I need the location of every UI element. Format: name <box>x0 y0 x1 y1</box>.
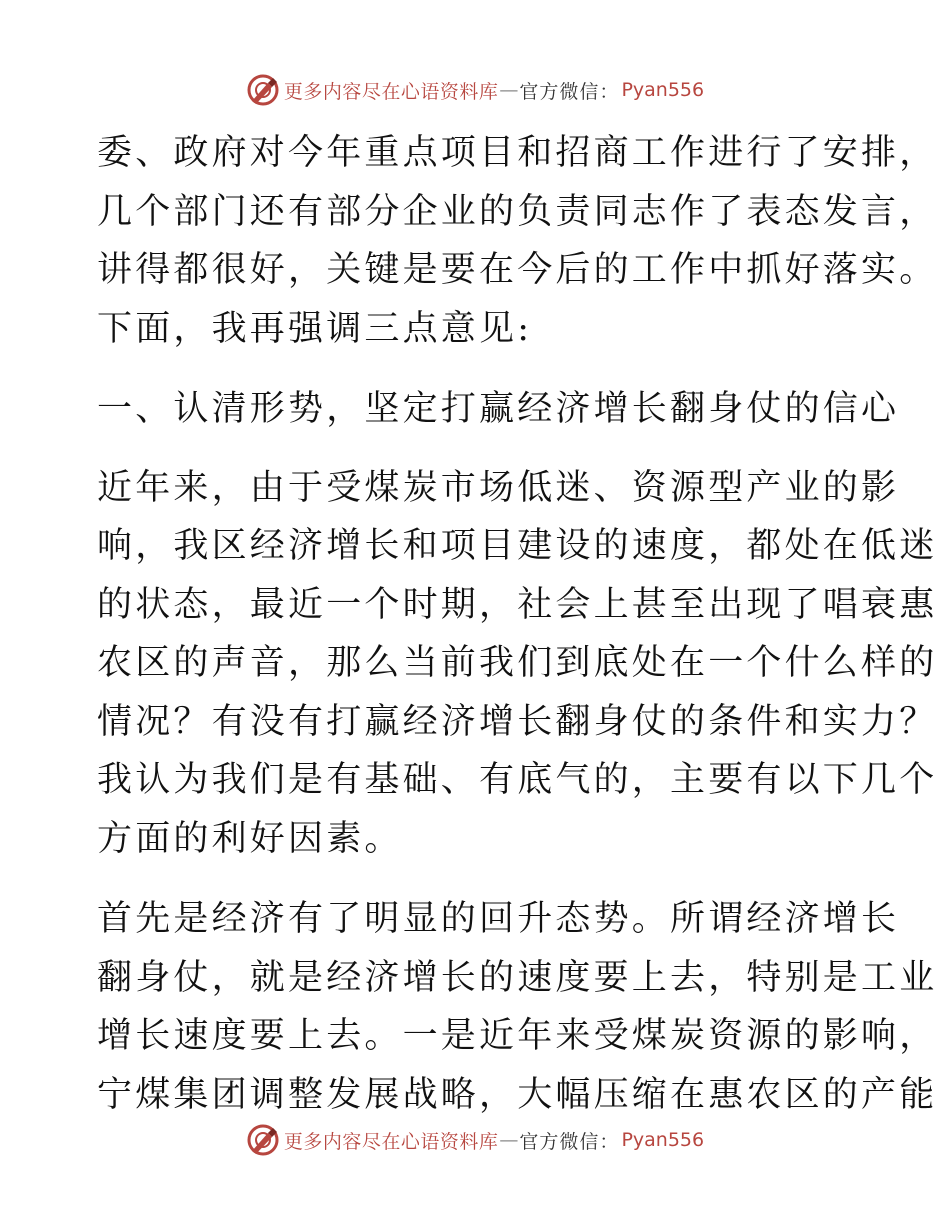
watermark-main-text: 更多内容尽在心语资料库 <box>283 1130 499 1153</box>
watermark-wechat-label: 官方微信： <box>519 1130 620 1153</box>
watermark-main-text: 更多内容尽在心语资料库 <box>283 80 499 103</box>
text-line: 情况？有没有打赢经济增长翻身仗的条件和实力？ <box>97 701 938 742</box>
text-line: 下面，我再强调三点意见: <box>97 308 533 349</box>
text-line: 农区的声音，那么当前我们到底处在一个什么样的 <box>97 643 938 683</box>
text-line: 我认为我们是有基础、有底气的，主要有以下几个 <box>97 760 938 800</box>
watermark-wechat-label: 官方微信： <box>519 80 620 103</box>
text-line: 宁煤集团调整发展战略，大幅压缩在惠农区的产能 <box>97 1074 938 1115</box>
watermark-separator: — <box>499 1129 519 1151</box>
pen-logo-icon <box>246 1123 280 1157</box>
text-line: 近年来，由于受煤炭市场低迷、资源型产业的影 <box>97 467 900 508</box>
watermark-wechat-id: Pyan556 <box>621 79 705 101</box>
footer-watermark <box>0 1120 950 1160</box>
header-watermark <box>0 70 950 110</box>
text-line: 首先是经济有了明显的回升态势。所谓经济增长 <box>97 899 900 939</box>
watermark-separator: — <box>499 79 519 101</box>
text-line: 翻身仗，就是经济增长的速度要上去，特别是工业 <box>97 957 938 998</box>
document-body <box>97 124 938 1124</box>
text-line: 讲得都很好，关键是要在今后的工作中抓好落实。 <box>97 250 938 290</box>
heading-line: 一、认清形势，坚定打赢经济增长翻身仗的信心 <box>97 389 900 429</box>
watermark-wechat-id: Pyan556 <box>621 1129 705 1151</box>
paragraph-intro <box>97 124 938 358</box>
text-line: 几个部门还有部分企业的负责同志作了表态发言， <box>97 191 938 232</box>
text-line: 方面的利好因素。 <box>97 818 403 859</box>
paragraph-economy <box>97 890 938 1124</box>
pen-logo-icon <box>246 73 280 107</box>
section-heading <box>97 380 900 439</box>
paragraph-situation <box>97 459 938 869</box>
text-line: 增长速度要上去。一是近年来受煤炭资源的影响， <box>97 1016 938 1056</box>
text-line: 的状态，最近一个时期，社会上甚至出现了唱衰惠 <box>97 584 938 625</box>
text-line: 响，我区经济增长和项目建设的速度，都处在低迷 <box>97 526 938 566</box>
text-line: 委、政府对今年重点项目和招商工作进行了安排， <box>97 133 938 173</box>
